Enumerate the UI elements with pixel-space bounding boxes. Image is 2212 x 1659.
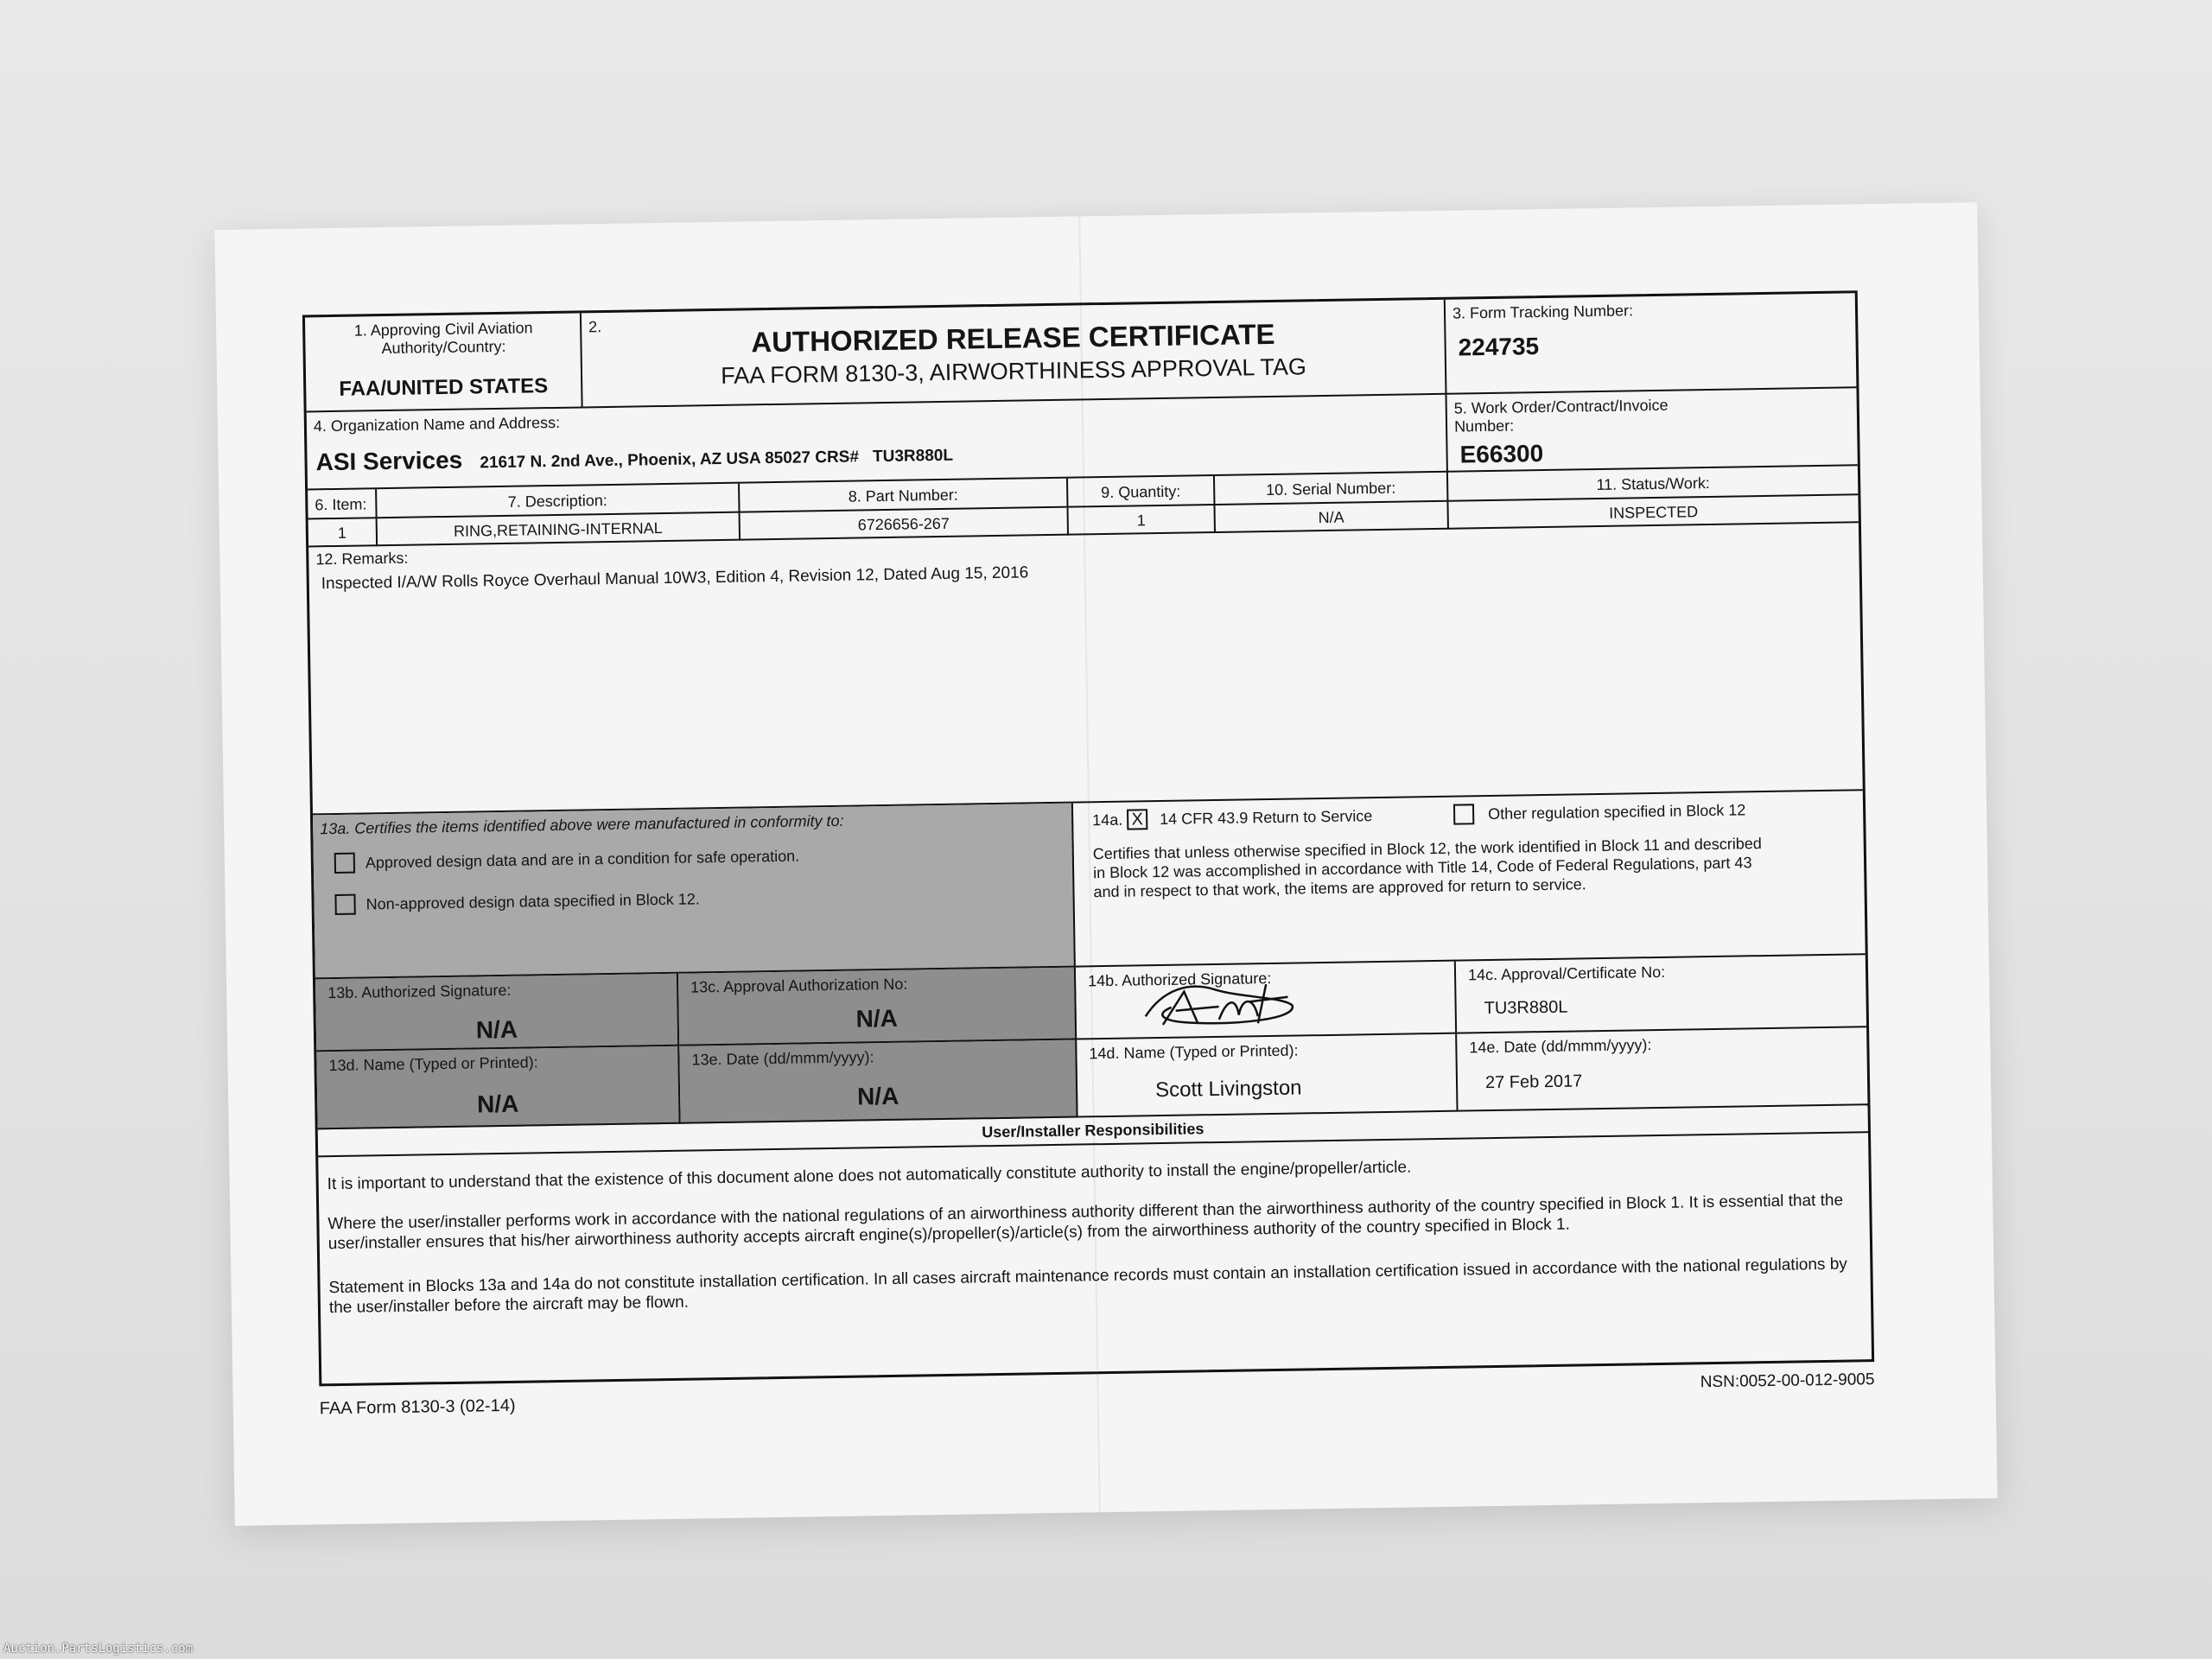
block-13c: 13c. Approval Authorization No: N/A	[678, 968, 1077, 1046]
block-14c: 14c. Approval/Certificate No: TU3R880L	[1456, 955, 1866, 1033]
block-3-label: 3. Form Tracking Number:	[1452, 302, 1634, 322]
table-row-item: 1	[308, 518, 378, 547]
organization-address: 21617 N. 2nd Ave., Phoenix, AZ USA 85027 CRS#	[480, 448, 860, 473]
block-14c-value: TU3R880L	[1484, 997, 1568, 1019]
table-row-part-number: 6726656-267	[741, 508, 1069, 541]
responsibility-paragraph-2: Where the user/installer performs work in accordance with the national regulations of an airworthiness authority different than the airworthiness authority of the country specified in Block 1. It is essential that the user/installer ensures that his/her airworthiness authority accepts aircraft engine(s)/propeller(s)/article(s) from the airworthiness authority of the country specified in Block 1.	[327, 1191, 1844, 1254]
block-2	[582, 300, 1447, 409]
block-12-remarks	[308, 523, 1863, 815]
non-approved-design-checkbox[interactable]	[334, 894, 355, 915]
approved-design-checkbox[interactable]	[334, 853, 355, 874]
block-4-label: 4. Organization Name and Address:	[313, 413, 561, 435]
block-14a	[1073, 791, 1866, 967]
block-13d-value: N/A	[476, 1090, 519, 1118]
crs-number: TU3R880L	[872, 446, 954, 467]
block-13b-value: N/A	[475, 1015, 518, 1044]
form-id-footer: FAA Form 8130-3 (02-14)	[319, 1395, 516, 1419]
responsibilities-heading: User/Installer Responsibilities	[982, 1120, 1205, 1141]
block-12-label: 12. Remarks:	[315, 549, 409, 569]
block-1-value: FAA/UNITED STATES	[339, 374, 549, 401]
block-14d-value: Scott Livingston	[1154, 1076, 1302, 1103]
block-14d: 14d. Name (Typed or Printed): Scott Livingston	[1077, 1034, 1458, 1118]
nsn-footer: NSN:0052-00-012-9005	[1700, 1370, 1875, 1392]
block-1-label: 1. Approving Civil Aviation Authority/Country:	[353, 319, 533, 358]
non-approved-design-label: Non-approved design data specified in Block 12.	[365, 890, 700, 913]
block-3	[1446, 293, 1857, 394]
form-8130-3	[302, 290, 1874, 1386]
organization-address-line	[315, 439, 953, 477]
block-13a	[313, 804, 1076, 980]
quantity-header: 9. Quantity:	[1068, 476, 1216, 508]
other-regulation-label: Other regulation specified in Block 12	[1487, 801, 1746, 823]
authorized-signature	[1136, 970, 1310, 1035]
form-title: AUTHORIZED RELEASE CERTIFICATE	[751, 317, 1275, 359]
item-header: 6. Item:	[308, 489, 378, 519]
work-order-number: E66300	[1459, 439, 1544, 468]
table-row-serial-number: N/A	[1215, 502, 1448, 533]
block-14e: 14e. Date (dd/mmm/yyyy): 27 Feb 2017	[1457, 1027, 1867, 1111]
block-14e-value: 27 Feb 2017	[1484, 1071, 1583, 1093]
serial-number-header: 10. Serial Number:	[1215, 473, 1449, 505]
part-number-header: 8. Part Number:	[740, 479, 1068, 513]
certificate-paper	[214, 202, 1997, 1526]
block-13a-label: 13a. Certifies the items identified above were manufactured in conformity to:	[320, 811, 844, 838]
form-subtitle: FAA FORM 8130-3, AIRWORTHINESS APPROVAL TAG	[720, 353, 1307, 389]
block-1	[305, 313, 583, 412]
tracking-number: 224735	[1458, 333, 1540, 361]
responsibility-paragraph-3: Statement in Blocks 13a and 14a do not constitute installation certification. In all cases aircraft maintenance records must contain an installation certification issued in accordance with the national regulations by the user/installer before the aircraft may be flown.	[328, 1255, 1847, 1318]
watermark: Auction.PartsLogistics.com	[3, 1642, 194, 1656]
block-13e: 13e. Date (dd/mmm/yyyy): N/A	[679, 1040, 1077, 1124]
responsibility-paragraph-1: It is important to understand that the existence of this document alone does not automatically constitute authority to install the engine/propeller/article.	[327, 1158, 1412, 1194]
responsibilities-body	[318, 1133, 1872, 1383]
organization-name: ASI Services	[315, 446, 463, 476]
table-row-status: INSPECTED	[1448, 495, 1858, 529]
block-14b: 14b. Authorized Signature:	[1076, 962, 1457, 1040]
remarks-text: Inspected I/A/W Rolls Royce Overhaul Manual 10W3, Edition 4, Revision 12, Dated Aug 15, 2016	[321, 563, 1029, 594]
cfr-43-9-label: 14 CFR 43.9 Return to Service	[1160, 807, 1373, 829]
other-regulation-checkbox[interactable]	[1453, 804, 1474, 824]
cfr-43-9-checkbox[interactable]: X	[1127, 809, 1147, 830]
approved-design-label: Approved design data and are in a condition for safe operation.	[365, 847, 800, 872]
block-5	[1447, 388, 1858, 472]
block-5-label: 5. Work Order/Contract/Invoice Number:	[1453, 396, 1669, 435]
block-13d: 13d. Name (Typed or Printed): N/A	[316, 1046, 680, 1130]
description-header: 7. Description:	[377, 484, 740, 519]
block-13b: 13b. Authorized Signature: N/A	[315, 974, 679, 1052]
block-13c-value: N/A	[855, 1004, 899, 1033]
return-to-service-statement: Certifies that unless otherwise specified in Block 12, the work identified in Block 11 and described in Block 12 was accomplished in accordance with Title 14, Code of Federal Regulations, part 43 and in respect to that work, the items are approved for return to service.	[1092, 835, 1762, 901]
status-header: 11. Status/Work:	[1448, 466, 1858, 501]
block-2-label: 2.	[588, 318, 602, 336]
block-13e-value: N/A	[856, 1082, 899, 1110]
block-14a-label: 14a.	[1092, 810, 1123, 830]
table-row-description: RING,RETAINING-INTERNAL	[378, 513, 741, 547]
table-row-quantity: 1	[1069, 505, 1216, 536]
